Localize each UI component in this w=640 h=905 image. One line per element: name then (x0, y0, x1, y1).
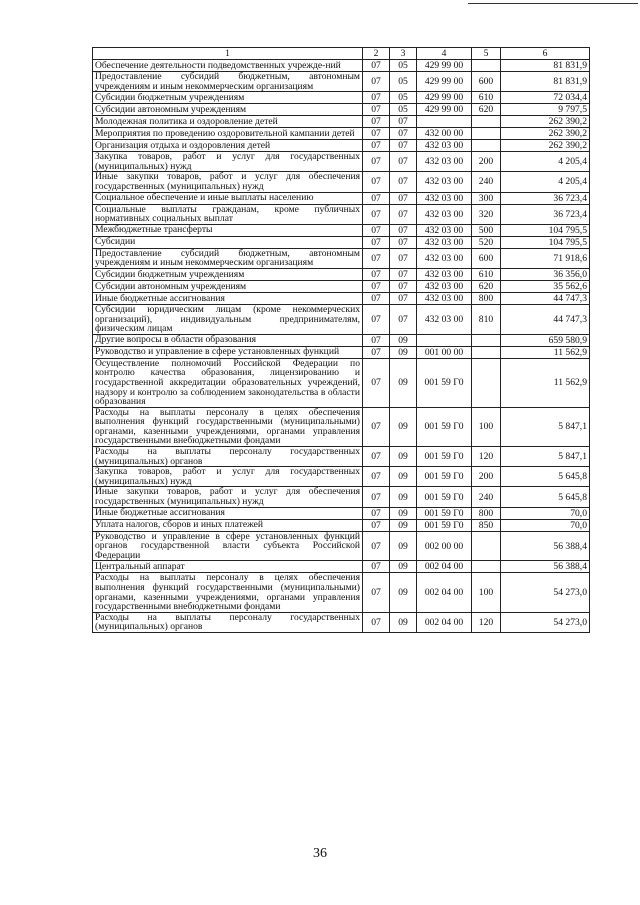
row-section: 07 (363, 204, 390, 224)
table-row (93, 72, 590, 92)
row-amount: 4 205,4 (501, 172, 590, 192)
row-expense-type: 120 (472, 447, 501, 467)
table-row (93, 116, 590, 128)
row-target-article: 432 03 00 (417, 268, 472, 280)
row-target-article: 432 03 00 (417, 280, 472, 292)
row-section: 07 (363, 519, 390, 531)
row-target-article: 001 59 Г0 (417, 447, 472, 467)
row-expense-type: 620 (472, 104, 501, 116)
row-name: Расходы на выплаты персоналу в целях обеспечения выполнения функций государственными (муниципальными) органами, казенными учреждениями, органами управления государственными внебюджетными фондами (93, 407, 363, 446)
row-target-article (417, 334, 472, 346)
table-row (93, 192, 590, 204)
row-section: 07 (363, 280, 390, 292)
row-target-article: 432 03 00 (417, 248, 472, 268)
row-section: 07 (363, 612, 390, 632)
table-row (93, 561, 590, 573)
row-subsection: 09 (390, 358, 417, 407)
row-amount: 81 831,9 (501, 60, 590, 72)
top-rule (468, 3, 638, 4)
row-target-article: 432 03 00 (417, 140, 472, 152)
row-subsection: 09 (390, 612, 417, 632)
row-subsection: 07 (390, 140, 417, 152)
table-row (93, 92, 590, 104)
row-target-article: 432 03 00 (417, 292, 472, 304)
row-expense-type: 520 (472, 236, 501, 248)
row-section: 07 (363, 573, 390, 612)
row-name: Предоставление субсидий бюджетным, автономным учреждениям и иным некоммерческим организациям (93, 248, 363, 268)
row-name: Субсидии юридическим лицам (кроме некоммерческих организаций), индивидуальным предпринимателям, физическим лицам (93, 304, 363, 334)
row-target-article: 432 03 00 (417, 152, 472, 172)
row-expense-type: 810 (472, 304, 501, 334)
row-name: Руководство и управление в сфере установленных функций (93, 346, 363, 358)
row-amount: 9 797,5 (501, 104, 590, 116)
row-target-article: 432 00 00 (417, 128, 472, 140)
row-amount: 11 562,9 (501, 358, 590, 407)
row-amount: 70,0 (501, 507, 590, 519)
col-header-1: 1 (93, 48, 363, 60)
row-name: Расходы на выплаты персоналу государственных (муниципальных) органов (93, 447, 363, 467)
row-target-article: 429 99 00 (417, 104, 472, 116)
row-name: Предоставление субсидий бюджетным, автономным учреждениям и иным некоммерческим организациям (93, 72, 363, 92)
row-section: 07 (363, 128, 390, 140)
row-subsection: 07 (390, 268, 417, 280)
row-name: Обеспечение деятельности подведомственных учрежде-ний (93, 60, 363, 72)
row-amount: 36 723,4 (501, 192, 590, 204)
row-expense-type: 850 (472, 519, 501, 531)
row-section: 07 (363, 268, 390, 280)
row-section: 07 (363, 447, 390, 467)
table-row (93, 292, 590, 304)
row-name: Руководство и управление в сфере установленных функций органов государственной власти субъекта Российской Федерации (93, 531, 363, 561)
row-subsection: 05 (390, 60, 417, 72)
table-row (93, 507, 590, 519)
row-target-article: 002 04 00 (417, 573, 472, 612)
row-expense-type (472, 334, 501, 346)
row-name: Иные закупки товаров, работ и услуг для обеспечения государственных (муниципальных) нужд (93, 172, 363, 192)
row-section: 07 (363, 304, 390, 334)
row-expense-type: 800 (472, 292, 501, 304)
row-name: Субсидии бюджетным учреждениям (93, 92, 363, 104)
row-section: 07 (363, 467, 390, 487)
row-name: Центральный аппарат (93, 561, 363, 573)
row-expense-type (472, 531, 501, 561)
row-section: 07 (363, 60, 390, 72)
row-target-article: 432 03 00 (417, 172, 472, 192)
row-target-article: 001 59 Г0 (417, 519, 472, 531)
row-subsection: 07 (390, 280, 417, 292)
row-subsection: 09 (390, 531, 417, 561)
row-expense-type: 320 (472, 204, 501, 224)
header-row (93, 48, 590, 60)
row-expense-type: 600 (472, 72, 501, 92)
row-subsection: 07 (390, 236, 417, 248)
row-subsection: 07 (390, 292, 417, 304)
row-expense-type (472, 561, 501, 573)
row-amount: 262 390,2 (501, 116, 590, 128)
row-name: Межбюджетные трансферты (93, 224, 363, 236)
row-expense-type: 240 (472, 172, 501, 192)
row-amount: 56 388,4 (501, 531, 590, 561)
row-section: 07 (363, 140, 390, 152)
row-section: 07 (363, 358, 390, 407)
row-name: Субсидии (93, 236, 363, 248)
col-header-4: 4 (417, 48, 472, 60)
row-section: 07 (363, 116, 390, 128)
row-expense-type (472, 140, 501, 152)
row-section: 07 (363, 72, 390, 92)
row-name: Иные бюджетные ассигнования (93, 292, 363, 304)
table-row (93, 280, 590, 292)
row-section: 07 (363, 407, 390, 446)
row-subsection: 09 (390, 447, 417, 467)
row-target-article: 429 99 00 (417, 60, 472, 72)
row-amount: 54 273,0 (501, 573, 590, 612)
col-header-3: 3 (390, 48, 417, 60)
row-expense-type: 620 (472, 280, 501, 292)
table-row (93, 467, 590, 487)
row-target-article (417, 116, 472, 128)
row-target-article: 001 59 Г0 (417, 467, 472, 487)
row-expense-type: 800 (472, 507, 501, 519)
table-row (93, 204, 590, 224)
row-amount: 70,0 (501, 519, 590, 531)
row-expense-type: 500 (472, 224, 501, 236)
row-name: Расходы на выплаты персоналу государственных (муниципальных) органов (93, 612, 363, 632)
row-target-article: 429 99 00 (417, 92, 472, 104)
row-target-article: 001 59 Г0 (417, 487, 472, 507)
row-subsection: 05 (390, 92, 417, 104)
row-target-article: 002 00 00 (417, 531, 472, 561)
row-expense-type (472, 358, 501, 407)
row-section: 07 (363, 224, 390, 236)
page-number: 36 (313, 846, 327, 861)
row-section: 07 (363, 92, 390, 104)
row-name: Молодежная политика и оздоровление детей (93, 116, 363, 128)
row-subsection: 09 (390, 561, 417, 573)
row-section: 07 (363, 172, 390, 192)
row-section: 07 (363, 487, 390, 507)
row-section: 07 (363, 334, 390, 346)
col-header-6: 6 (501, 48, 590, 60)
row-subsection: 09 (390, 507, 417, 519)
row-name: Осуществление полномочий Российской Федерации по контролю качества образования, лицензированию и государственной аккредитации образовательных учреждений, надзору и контролю за соблюдением законодательства в области образования (93, 358, 363, 407)
col-header-2: 2 (363, 48, 390, 60)
table-row (93, 447, 590, 467)
row-section: 07 (363, 192, 390, 204)
row-amount: 104 795,5 (501, 236, 590, 248)
row-expense-type: 100 (472, 407, 501, 446)
table-row (93, 407, 590, 446)
row-section: 07 (363, 236, 390, 248)
row-name: Социальные выплаты гражданам, кроме публичных нормативных социальных выплат (93, 204, 363, 224)
row-target-article: 429 99 00 (417, 72, 472, 92)
table-row (93, 358, 590, 407)
row-expense-type: 120 (472, 612, 501, 632)
table-row (93, 104, 590, 116)
row-subsection: 07 (390, 172, 417, 192)
row-subsection: 09 (390, 519, 417, 531)
row-section: 07 (363, 248, 390, 268)
row-target-article: 001 00 00 (417, 346, 472, 358)
table-row (93, 346, 590, 358)
row-expense-type: 100 (472, 573, 501, 612)
row-name: Другие вопросы в области образования (93, 334, 363, 346)
row-section: 07 (363, 104, 390, 116)
table-body (93, 60, 590, 633)
row-subsection: 07 (390, 192, 417, 204)
row-name: Социальное обеспечение и иные выплаты населению (93, 192, 363, 204)
row-name: Закупка товаров, работ и услуг для государственных (муниципальных) нужд (93, 467, 363, 487)
table-row (93, 128, 590, 140)
row-section: 07 (363, 346, 390, 358)
row-subsection: 05 (390, 104, 417, 116)
table-row (93, 573, 590, 612)
row-amount: 35 562,6 (501, 280, 590, 292)
row-amount: 36 356,0 (501, 268, 590, 280)
row-subsection: 09 (390, 407, 417, 446)
row-amount: 54 273,0 (501, 612, 590, 632)
row-section: 07 (363, 152, 390, 172)
row-subsection: 07 (390, 152, 417, 172)
row-subsection: 07 (390, 248, 417, 268)
row-amount: 44 747,3 (501, 304, 590, 334)
row-name: Мероприятия по проведению оздоровительной кампании детей (93, 128, 363, 140)
row-expense-type: 610 (472, 92, 501, 104)
row-subsection: 07 (390, 128, 417, 140)
row-target-article: 432 03 00 (417, 224, 472, 236)
row-amount: 71 918,6 (501, 248, 590, 268)
row-amount: 5 645,8 (501, 487, 590, 507)
row-subsection: 09 (390, 467, 417, 487)
table-row (93, 60, 590, 72)
row-amount: 5 847,1 (501, 447, 590, 467)
row-target-article: 001 59 Г0 (417, 407, 472, 446)
row-subsection: 05 (390, 72, 417, 92)
col-header-5: 5 (472, 48, 501, 60)
row-name: Организация отдыха и оздоровления детей (93, 140, 363, 152)
row-amount: 262 390,2 (501, 128, 590, 140)
row-subsection: 09 (390, 487, 417, 507)
row-subsection: 07 (390, 224, 417, 236)
table-row (93, 172, 590, 192)
row-subsection: 09 (390, 334, 417, 346)
row-name: Иные закупки товаров, работ и услуг для обеспечения государственных (муниципальных) нужд (93, 487, 363, 507)
table-row (93, 531, 590, 561)
row-section: 07 (363, 507, 390, 519)
row-amount: 81 831,9 (501, 72, 590, 92)
row-expense-type (472, 128, 501, 140)
row-target-article: 001 59 Г0 (417, 507, 472, 519)
table-row (93, 519, 590, 531)
row-expense-type (472, 346, 501, 358)
row-expense-type (472, 116, 501, 128)
row-amount: 262 390,2 (501, 140, 590, 152)
row-section: 07 (363, 531, 390, 561)
row-expense-type: 240 (472, 487, 501, 507)
table-row (93, 334, 590, 346)
row-amount: 36 723,4 (501, 204, 590, 224)
row-expense-type (472, 60, 501, 72)
table-row (93, 268, 590, 280)
table-row (93, 224, 590, 236)
row-name: Уплата налогов, сборов и иных платежей (93, 519, 363, 531)
table-row (93, 248, 590, 268)
row-name: Расходы на выплаты персоналу в целях обеспечения выполнения функций государственными (муниципальными) органами, казенными учреждениями, органами управления государственными внебюджетными фондами (93, 573, 363, 612)
row-amount: 72 034,4 (501, 92, 590, 104)
row-subsection: 09 (390, 346, 417, 358)
row-section: 07 (363, 292, 390, 304)
row-subsection: 07 (390, 304, 417, 334)
row-amount: 4 205,4 (501, 152, 590, 172)
row-subsection: 07 (390, 204, 417, 224)
table-row (93, 236, 590, 248)
row-amount: 104 795,5 (501, 224, 590, 236)
row-target-article: 432 03 00 (417, 304, 472, 334)
row-subsection: 09 (390, 573, 417, 612)
row-name: Иные бюджетные ассигнования (93, 507, 363, 519)
table-row (93, 152, 590, 172)
row-expense-type: 200 (472, 152, 501, 172)
row-target-article: 432 03 00 (417, 236, 472, 248)
budget-table (92, 47, 590, 633)
row-amount: 5 847,1 (501, 407, 590, 446)
row-name: Субсидии бюджетным учреждениям (93, 268, 363, 280)
row-target-article: 432 03 00 (417, 192, 472, 204)
row-amount: 659 580,9 (501, 334, 590, 346)
row-target-article: 432 03 00 (417, 204, 472, 224)
row-expense-type: 610 (472, 268, 501, 280)
row-name: Субсидии автономным учреждениям (93, 104, 363, 116)
row-amount: 11 562,9 (501, 346, 590, 358)
row-name: Закупка товаров, работ и услуг для государственных (муниципальных) нужд (93, 152, 363, 172)
row-target-article: 001 59 Г0 (417, 358, 472, 407)
row-target-article: 002 04 00 (417, 612, 472, 632)
row-section: 07 (363, 561, 390, 573)
row-subsection: 07 (390, 116, 417, 128)
row-target-article: 002 04 00 (417, 561, 472, 573)
row-amount: 56 388,4 (501, 561, 590, 573)
table-row (93, 487, 590, 507)
table-row (93, 612, 590, 632)
table-row (93, 304, 590, 334)
table-row (93, 140, 590, 152)
row-expense-type: 600 (472, 248, 501, 268)
row-amount: 5 645,8 (501, 467, 590, 487)
row-expense-type: 200 (472, 467, 501, 487)
row-name: Субсидии автономным учреждениям (93, 280, 363, 292)
row-amount: 44 747,3 (501, 292, 590, 304)
row-expense-type: 300 (472, 192, 501, 204)
